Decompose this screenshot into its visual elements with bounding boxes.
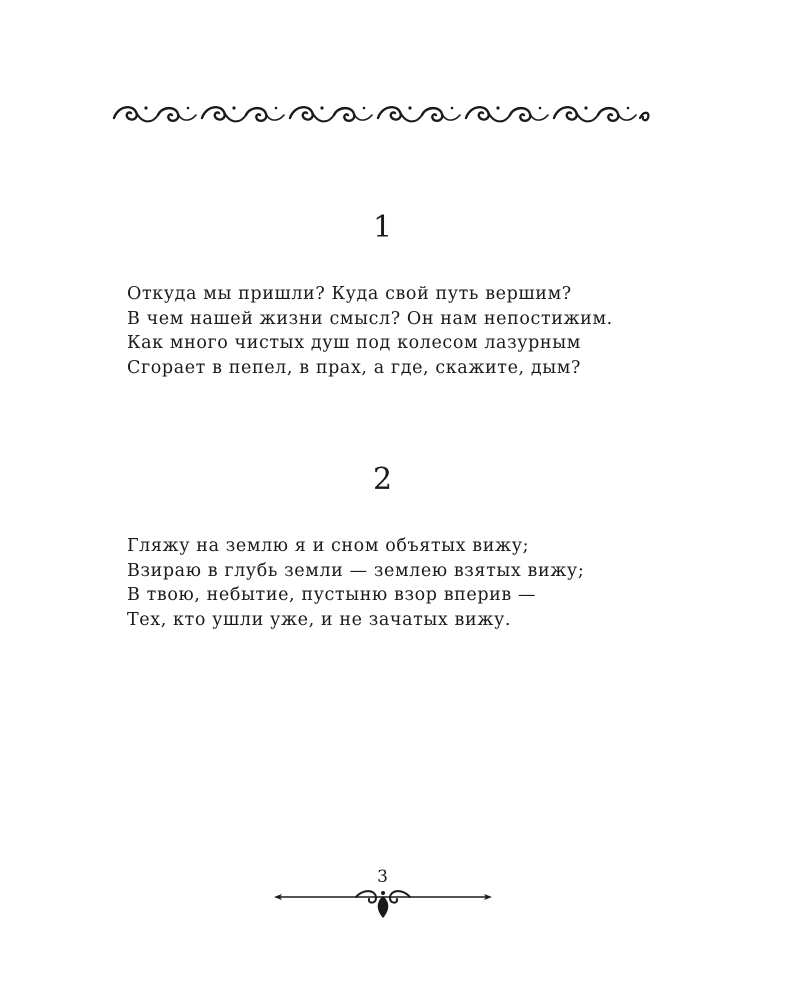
verse-line: Тех, кто ушли уже, и не зачатых вижу. <box>127 609 512 630</box>
stanza-number-2: 2 <box>372 462 393 497</box>
verse-line: В чем нашей жизни смысл? Он нам непостижим. <box>127 308 613 329</box>
stanza-number-1: 1 <box>372 210 393 245</box>
verse-line: Гляжу на землю я и сном объятых вижу; <box>127 536 530 556</box>
top-scroll-ornament-icon <box>112 98 652 132</box>
stanza-1 <box>127 282 687 380</box>
stanza-2 <box>127 534 687 632</box>
verse-line: Откуда мы пришли? Куда свой путь вершим? <box>127 284 572 304</box>
verse-line: Как много чистых душ под колесом лазурным <box>127 333 581 353</box>
page-number: 3 <box>377 867 388 887</box>
verse-line: В твою, небытие, пустыню взор вперив — <box>127 585 537 605</box>
bottom-fleuron-ornament-icon <box>272 884 494 920</box>
verse-line: Взираю в глубь земли — землею взятых вижу; <box>127 560 585 581</box>
verse-line: Сгорает в пепел, в прах, а где, скажите, дым? <box>127 357 581 378</box>
